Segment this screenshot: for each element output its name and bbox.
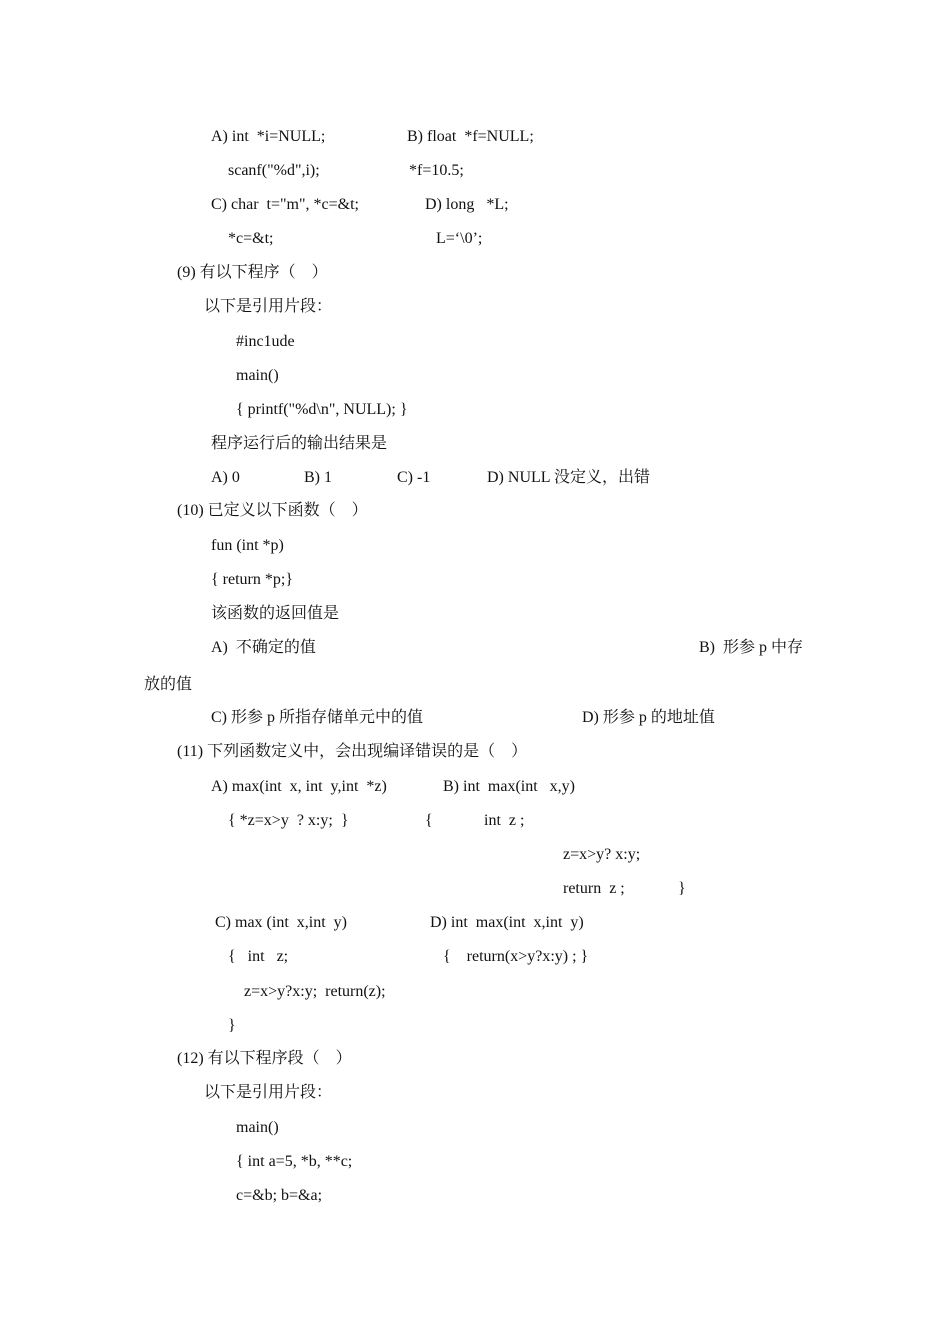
q11-option-c-line3: z=x>y?x:y; return(z); — [244, 983, 386, 1000]
q11-option-b-line2: int z ; — [484, 812, 525, 829]
q9-title: (9) 有以下程序（ ） — [177, 264, 328, 281]
q12-code-line: c=&b; b=&a; — [236, 1187, 323, 1204]
q9-prompt: 程序运行后的输出结果是 — [211, 435, 388, 452]
q9-code-line: main() — [236, 367, 279, 384]
q10-code-line: fun (int *p) — [211, 537, 284, 554]
q12-code-line: main() — [236, 1119, 279, 1136]
q8-option-c-line1: C) char t="m", *c=&t; — [211, 196, 359, 213]
q11-option-a-line1: A) max(int x, int y,int *z) — [211, 778, 387, 795]
q11-option-b-brace: { — [425, 812, 433, 829]
q12-quote-intro: 以下是引用片段： — [204, 1084, 333, 1101]
q8-option-a-line2: scanf("%d",i); — [228, 162, 320, 179]
q10-code-line: { return *p;} — [211, 571, 294, 588]
q9-option-a: A) 0 — [211, 469, 240, 486]
q12-title: (12) 有以下程序段（ ） — [177, 1050, 352, 1067]
q10-option-b-continued: 放的值 — [144, 676, 193, 693]
q11-option-d-line2: { return(x>y?x:y) ; } — [443, 948, 589, 965]
q12-code-line: { int a=5, *b, **c; — [236, 1153, 353, 1170]
q10-option-c: C) 形参 p 所指存储单元中的值 — [211, 709, 424, 726]
q8-option-b-line2: *f=10.5; — [409, 162, 464, 179]
q10-option-b: B) 形参 p 中存 — [699, 639, 804, 656]
q9-option-c: C) -1 — [397, 469, 431, 486]
q10-option-d: D) 形参 p 的地址值 — [582, 709, 715, 726]
q8-option-d-line2: L=‘\0’; — [436, 230, 483, 247]
q10-prompt: 该函数的返回值是 — [211, 605, 340, 622]
q8-option-c-line2: *c=&t; — [228, 230, 274, 247]
q11-option-c-line2: { int z; — [228, 948, 289, 965]
q11-option-c-line1: C) max (int x,int y) — [215, 914, 347, 931]
q8-option-d-line1: D) long *L; — [425, 196, 509, 213]
q11-option-b-line1: B) int max(int x,y) — [443, 778, 575, 795]
q11-option-c-line4: } — [228, 1017, 236, 1034]
q10-option-a: A) 不确定的值 — [211, 639, 316, 656]
q11-option-d-line1: D) int max(int x,int y) — [430, 914, 584, 931]
q8-option-a-line1: A) int *i=NULL; — [211, 128, 326, 145]
q9-option-b: B) 1 — [304, 469, 332, 486]
q9-code-line: #inc1ude — [236, 333, 295, 350]
q9-quote-intro: 以下是引用片段： — [204, 298, 333, 315]
q11-option-b-line4: return z ; — [563, 880, 625, 897]
q9-code-line: { printf("%d\n", NULL); } — [236, 401, 408, 418]
q11-title: (11) 下列函数定义中，会出现编译错误的是（ ） — [177, 743, 528, 760]
q11-option-b-line3: z=x>y? x:y; — [563, 846, 641, 863]
q9-option-d: D) NULL 没定义，出错 — [487, 469, 650, 486]
q11-option-a-line2: { *z=x>y ? x:y; } — [228, 812, 349, 829]
q10-title: (10) 已定义以下函数（ ） — [177, 502, 368, 519]
q8-option-b-line1: B) float *f=NULL; — [407, 128, 534, 145]
q11-option-b-close: } — [678, 880, 686, 897]
